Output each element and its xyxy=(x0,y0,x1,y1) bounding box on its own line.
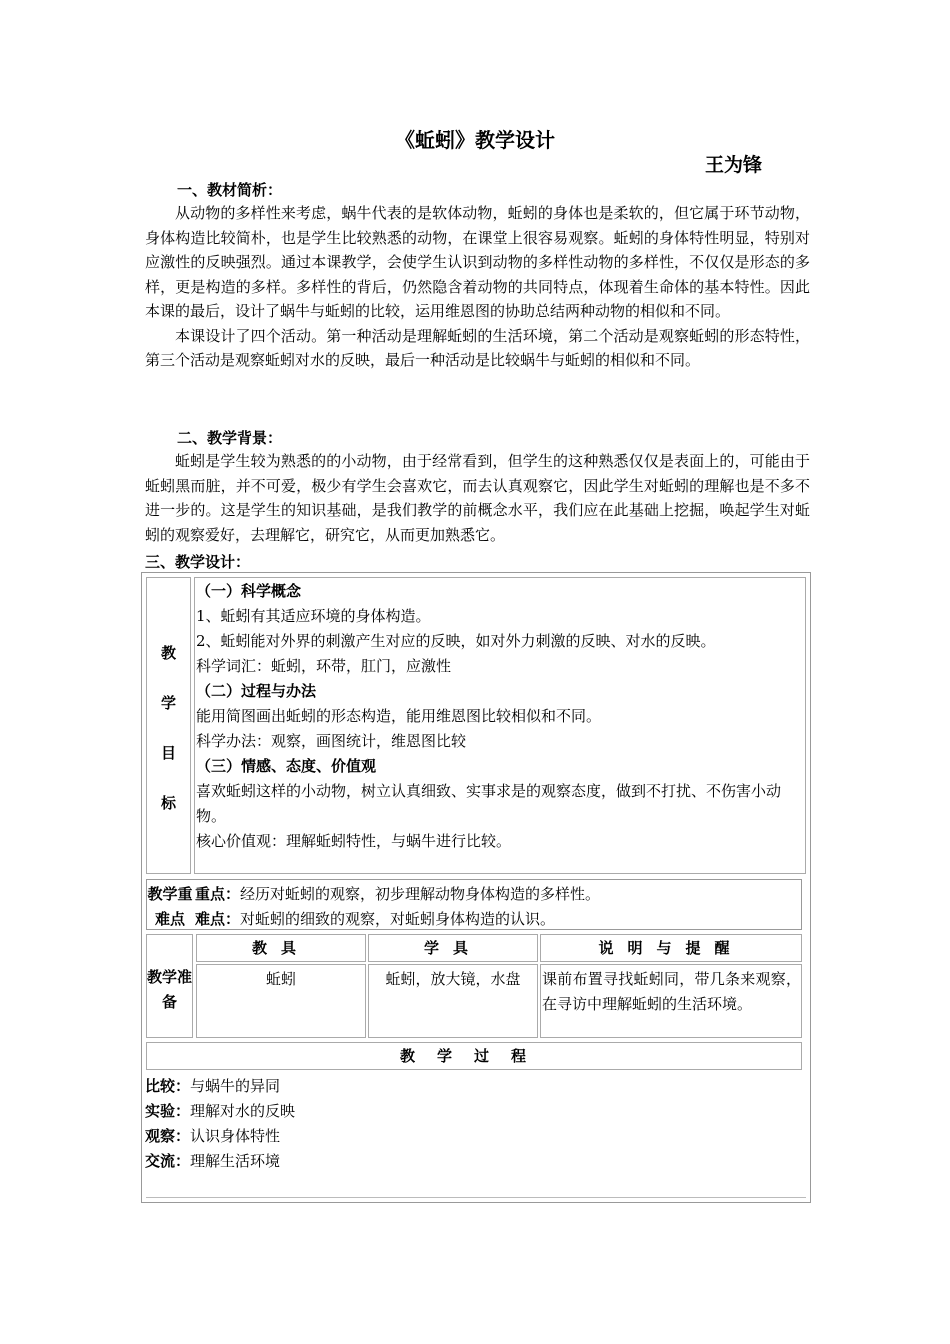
keypoints-label: 教学重难点 xyxy=(147,885,193,928)
prep-label: 教学准备 xyxy=(147,968,193,1011)
goals-line: 1、蚯蚓有其适应环境的身体构造。 xyxy=(196,607,431,625)
section2-body xyxy=(145,449,810,547)
process-header-cell xyxy=(146,1042,802,1070)
process-item-text: 与蜗牛的异同 xyxy=(190,1077,281,1095)
process-header: 教学过程 xyxy=(399,1047,548,1065)
table-bottom-rule xyxy=(146,1197,806,1198)
prep-header-cell xyxy=(540,934,802,962)
section1-body xyxy=(145,201,810,373)
keypoints-nan-text: 对蚯蚓的细致的观察，对蚯蚓身体构造的认识。 xyxy=(240,910,556,928)
process-item xyxy=(145,1074,295,1099)
process-item-label: 比较： xyxy=(145,1077,191,1095)
keypoints-nan-label: 难点： xyxy=(195,910,241,928)
goals-line: 科学词汇：蚯蚓，环带，肛门，应激性 xyxy=(196,657,452,675)
process-item-label: 实验： xyxy=(145,1102,191,1120)
goals-label-char: 学 xyxy=(160,694,176,712)
process-item xyxy=(145,1124,295,1149)
goals-label-char: 教 xyxy=(160,644,176,662)
goals-line: 核心价值观：理解蚯蚓特性，与蜗牛进行比较。 xyxy=(196,832,512,850)
section2-p1: 蚯蚓是学生较为熟悉的的小动物，由于经常看到，但学生的这种熟悉仅仅是表面上的，可能由于蚯蚓黑而脏，并不可爱，极少有学生会喜欢它，而去认真观察它，因此学生对蚯蚓的理解也是不多不进一步的。这是学生的知识基础，是我们教学的前概念水平，我们应在此基础上挖掘，唤起学生对蚯蚓的观察爱好，去理解它，研究它，从而更加熟悉它。 xyxy=(145,452,810,544)
prep-value-notes: 课前布置寻找蚯蚓同，带几条来观察，在寻访中理解蚯蚓的生活环境。 xyxy=(542,970,801,1013)
section3-heading: 三、教学设计： xyxy=(145,553,251,571)
goals-line: 科学办法：观察，画图统计，维恩图比较 xyxy=(196,732,467,750)
process-item xyxy=(145,1099,295,1124)
keypoints-zhong-text: 经历对蚯蚓的观察，初步理解动物身体构造的多样性。 xyxy=(240,885,601,903)
goals-label-char: 标 xyxy=(160,794,176,812)
process-item-text: 理解生活环境 xyxy=(190,1152,281,1170)
goals-sub2: （二）过程与办法 xyxy=(196,682,317,700)
process-item-text: 理解对水的反映 xyxy=(190,1102,296,1120)
keypoints-nan xyxy=(195,907,555,932)
goals-line: 能用简图画出蚯蚓的形态构造，能用维恩图比较相似和不同。 xyxy=(196,707,602,725)
section2-heading: 二、教学背景： xyxy=(177,429,283,447)
process-item xyxy=(145,1149,295,1174)
goals-content-cell xyxy=(194,577,806,874)
prep-value-cell xyxy=(540,964,802,1038)
prep-value-teacher: 蚯蚓 xyxy=(265,970,296,988)
process-item-text: 认识身体特性 xyxy=(190,1127,281,1145)
doc-title: 《蚯蚓》教学设计 xyxy=(395,128,555,152)
prep-header-teacher: 教具 xyxy=(251,939,310,957)
goals-sub3: （三）情感、态度、价值观 xyxy=(196,757,377,775)
prep-value-cell xyxy=(368,964,538,1038)
author: 王为锋 xyxy=(705,154,763,176)
prep-header-notes: 说明与提醒 xyxy=(598,939,744,957)
prep-value-student: 蚯蚓，放大镜，水盘 xyxy=(385,970,521,988)
prep-value-cell xyxy=(196,964,366,1038)
section1-p2: 本课设计了四个活动。第一种活动是理解蚯蚓的生活环境，第二个活动是观察蚯蚓的形态特性，第三个活动是观察蚯蚓对水的反映，最后一种活动是比较蜗牛与蚯蚓的相似和不同。 xyxy=(145,326,810,369)
goals-sub1: （一）科学概念 xyxy=(196,582,302,600)
process-item-label: 观察： xyxy=(145,1127,191,1145)
goals-line: 喜欢蚯蚓这样的小动物，树立认真细致、实事求是的观察态度，做到不打扰、不伤害小动物。 xyxy=(196,782,782,825)
keypoints-zhong xyxy=(195,882,600,907)
prep-header-cell xyxy=(368,934,538,962)
prep-label-cell xyxy=(146,934,193,1038)
process-item-label: 交流： xyxy=(145,1152,191,1170)
goals-label-char: 目 xyxy=(160,744,176,762)
prep-header-student: 学具 xyxy=(423,939,482,957)
section1-p1: 从动物的多样性来考虑，蜗牛代表的是软体动物，蚯蚓的身体也是柔软的，但它属于环节动物，身体构造比较简朴，也是学生比较熟悉的动物，在课堂上很容易观察。蚯蚓的身体特性明显，特别对应激性的反映强烈。通过本课教学，会使学生认识到动物的多样性动物的多样性，不仅仅是形态的多样，更是构造的多样。多样性的背后，仍然隐含着动物的共同特点，体现着生命体的基本特性。因此本课的最后，设计了蜗牛与蚯蚓的比较，运用维恩图的协助总结两种动物的相似和不同。 xyxy=(145,204,810,320)
goals-line: 2、蚯蚓能对外界的刺激产生对应的反映，如对外力刺激的反映、对水的反映。 xyxy=(196,632,716,650)
process-list xyxy=(145,1074,295,1174)
keypoints-zhong-label: 重点： xyxy=(195,885,241,903)
prep-header-cell xyxy=(196,934,366,962)
goals-label-cell xyxy=(146,577,191,874)
section1-heading: 一、教材简析： xyxy=(177,181,283,199)
